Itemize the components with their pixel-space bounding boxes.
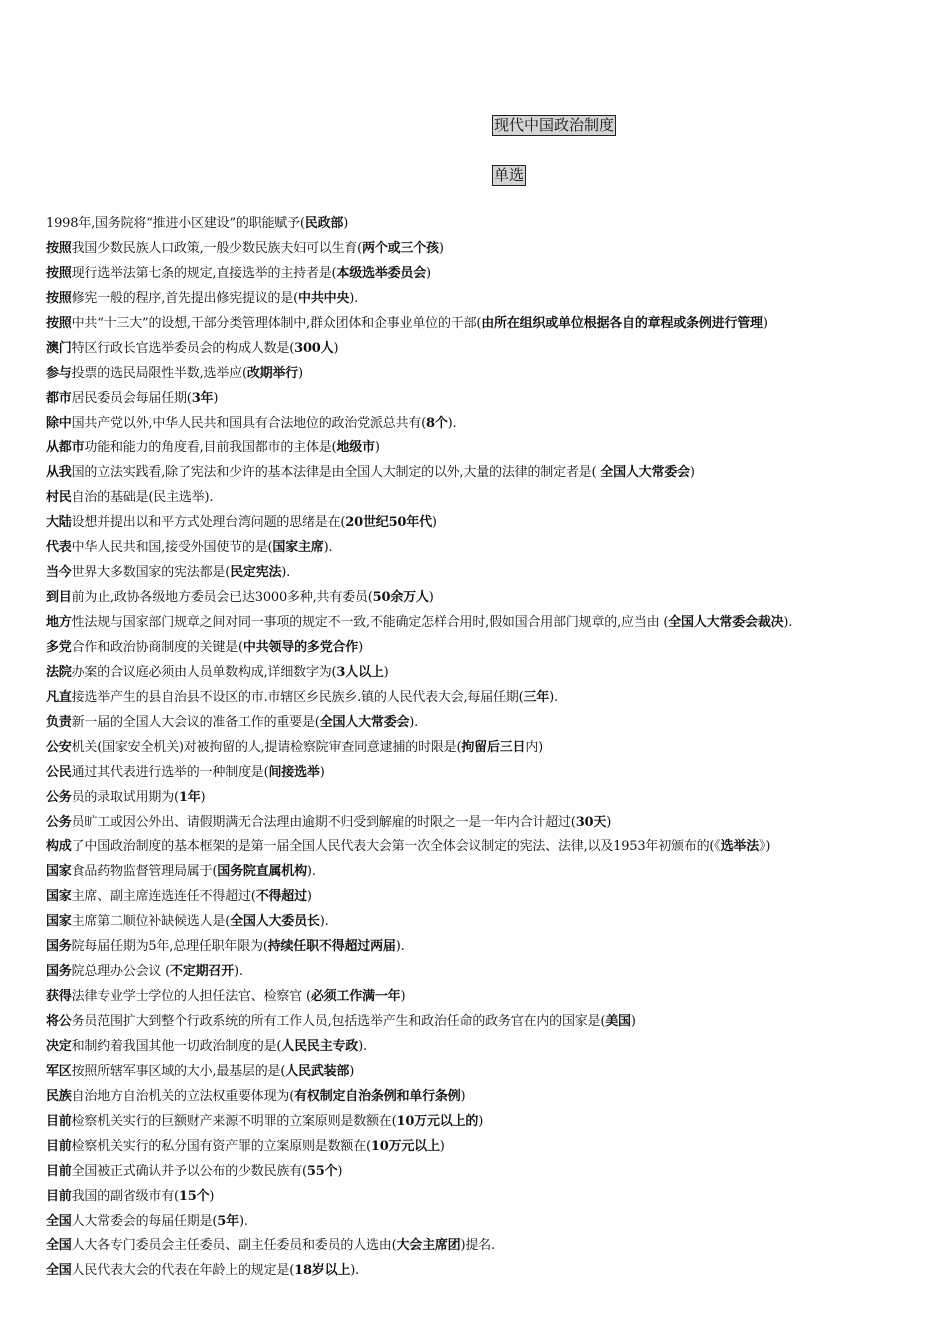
answer-text: 全国人大委员长 xyxy=(230,914,320,930)
question-line xyxy=(46,1085,936,1110)
answer-text: 国家主席 xyxy=(272,540,324,556)
question-line xyxy=(46,337,936,362)
question-tail: 内) xyxy=(525,739,544,755)
question-text: 我国少数民族人口政策,一般少数民族夫妇可以生育( xyxy=(71,240,363,256)
question-tail: ). xyxy=(350,1263,359,1279)
question-tail: ). xyxy=(783,615,793,630)
question-line xyxy=(46,960,936,985)
question-lead: 到目 xyxy=(46,590,72,606)
question-lead: 大陆 xyxy=(46,515,72,531)
question-text: 投票的选民局限性半数,选举应( xyxy=(71,365,247,381)
question-tail: ). xyxy=(238,1213,248,1229)
question-tail: ). xyxy=(281,565,291,581)
question-lead: 目前 xyxy=(46,1138,72,1154)
question-lead: 国家 xyxy=(46,889,72,905)
answer-text: 人民民主专政 xyxy=(281,1038,359,1054)
question-lead: 公务 xyxy=(46,789,72,805)
question-tail: ). xyxy=(306,864,316,880)
question-text: 中共“十三大”的设想,干部分类管理体制中,群众团体和企事业单位的干部( xyxy=(71,315,482,331)
question-line xyxy=(46,1234,936,1259)
question-text: 自治地方自治机关的立法权重要体现为( xyxy=(71,1088,295,1104)
question-tail: ) xyxy=(426,265,431,281)
question-text: 机关(国家安全机关)对被拘留的人,提请检察院审查同意逮捕的时限是( xyxy=(71,739,462,755)
question-text: 检察机关实行的巨额财产来源不明罪的立案原则是数额在( xyxy=(71,1113,397,1129)
answer-text: 必须工作满一年 xyxy=(310,989,401,1005)
question-lead: 国务 xyxy=(46,939,72,955)
question-line xyxy=(46,412,936,437)
question-line xyxy=(46,786,936,811)
answer-text: 3人以上 xyxy=(336,664,384,680)
answer-text: 拘留后三日 xyxy=(461,739,526,755)
question-line xyxy=(46,486,936,511)
question-tail: ) xyxy=(358,639,363,655)
question-line xyxy=(46,811,936,836)
answer-text: 选举法 xyxy=(720,839,760,855)
question-tail: ). xyxy=(447,415,457,431)
question-text: 修宪一般的程序,首先提出修宪提议的是( xyxy=(71,290,299,306)
question-text: 人民代表大会的代表在年龄上的规定是( xyxy=(71,1263,295,1279)
question-tail: ) xyxy=(630,1014,636,1029)
question-lead: 民族 xyxy=(46,1088,72,1104)
answer-text: 8个 xyxy=(426,415,448,431)
question-lead: 目前 xyxy=(46,1188,72,1204)
question-line xyxy=(46,511,936,536)
answer-text: 5年 xyxy=(217,1213,239,1229)
question-tail: ) xyxy=(349,1063,355,1079)
question-tail: ) xyxy=(213,390,219,406)
question-line xyxy=(46,686,936,711)
question-text: 自治的基础是(民主选举). xyxy=(71,490,214,506)
question-tail: ). xyxy=(549,689,558,705)
question-tail: ). xyxy=(409,714,419,730)
question-lead: 村民 xyxy=(46,490,72,506)
question-tail: ) xyxy=(689,465,695,481)
answer-text: 改期举行 xyxy=(246,365,299,381)
answer-text: 人民武装部 xyxy=(285,1063,350,1079)
answer-text: 全国人大常委会 xyxy=(600,465,690,481)
question-line xyxy=(46,985,936,1010)
question-tail: ). xyxy=(349,290,359,306)
question-text: 按照所辖军事区域的大小,最基层的是( xyxy=(71,1063,286,1079)
question-lead: 凡直 xyxy=(46,689,72,705)
question-text: 员的录取试用期为( xyxy=(71,789,179,805)
question-lead: 按照 xyxy=(46,315,72,331)
answer-text: 30天 xyxy=(575,814,607,830)
question-text: 院总理办公会议 ( xyxy=(71,964,171,980)
answer-text: 有权制定自治条例和单行条例 xyxy=(294,1088,461,1104)
question-text: 务员范围扩大到整个行政系统的所有工作人员,包括选举产生和政治任命的政务官在内的国家是( xyxy=(71,1014,606,1029)
answer-text: 中共领导的多党合作 xyxy=(242,639,359,655)
question-line xyxy=(46,1135,936,1160)
question-text: 国共产党以外,中华人民共和国具有合法地位的政治党派总共有( xyxy=(71,415,427,431)
question-text: 人大各专门委员会主任委员、副主任委员和委员的人选由( xyxy=(71,1238,397,1254)
answer-text: 55个 xyxy=(306,1163,338,1179)
answer-text: 10万元以上 xyxy=(370,1138,440,1154)
question-text: 前为止,政协各级地方委员会已达3000多种,共有委员( xyxy=(71,590,373,606)
question-line xyxy=(46,711,936,736)
question-lead: 地方 xyxy=(46,615,72,630)
question-lead: 除中 xyxy=(46,415,72,431)
question-lead: 代表 xyxy=(46,540,72,556)
question-text: 特区行政长官选举委员会的构成人数是( xyxy=(71,340,295,356)
question-text: 检察机关实行的私分国有资产罪的立案原则是数额在( xyxy=(71,1138,371,1154)
question-text: 我国的副省级市有( xyxy=(71,1188,179,1204)
answer-text: 地级市 xyxy=(336,440,375,456)
question-tail: ) xyxy=(439,1138,445,1154)
question-lead: 从我 xyxy=(46,465,72,481)
question-lead: 按照 xyxy=(46,240,72,256)
question-tail: ) xyxy=(431,515,437,531)
question-line xyxy=(46,1060,936,1085)
question-line xyxy=(46,736,936,761)
question-lead: 当今 xyxy=(46,565,72,581)
question-tail: ) xyxy=(306,889,312,905)
question-text: 国的立法实践看,除了宪法和少许的基本法律是由全国人大制定的以外,大量的法律的制定者是( xyxy=(71,465,601,481)
question-text: 设想并提出以和平方式处理台湾问题的思绪是在( xyxy=(71,515,346,531)
question-text: 1998年,国务院将“推进小区建设”的职能赋予( xyxy=(46,216,305,231)
question-text: 新一届的全国人大会议的准备工作的重要是( xyxy=(71,714,320,730)
question-text: 员旷工或因公外出、请假期满无合法理由逾期不归受到解雇的时限之一是一年内合计超过( xyxy=(71,814,576,830)
question-line xyxy=(46,611,936,636)
answer-text: 由所在组织或单位根据各自的章程或条例进行管理 xyxy=(481,315,763,331)
question-line xyxy=(46,1210,936,1235)
answer-text: 18岁以上 xyxy=(294,1263,351,1279)
question-line xyxy=(46,885,936,910)
question-text: 办案的合议庭必须由人员单数构成,详细数字为( xyxy=(71,664,337,680)
answer-text: 持续任职不得超过两届 xyxy=(267,939,396,955)
question-tail: ) xyxy=(428,590,434,606)
question-line xyxy=(46,661,936,686)
answer-text: 300人 xyxy=(294,340,334,356)
question-tail: ) xyxy=(200,789,206,805)
question-line xyxy=(46,636,936,661)
question-line xyxy=(46,387,936,412)
answer-text: 不定期召开 xyxy=(170,964,235,980)
question-lead: 国家 xyxy=(46,914,72,930)
question-line xyxy=(46,1010,936,1035)
answer-text: 两个或三个孩 xyxy=(362,240,439,256)
question-tail: ) xyxy=(319,764,325,780)
answer-text: 50余万人 xyxy=(372,590,429,606)
question-tail: ) xyxy=(606,814,612,830)
question-line xyxy=(46,860,936,885)
question-line xyxy=(46,262,936,287)
question-tail: ) xyxy=(400,989,406,1005)
question-line xyxy=(46,561,936,586)
question-lead: 全国 xyxy=(46,1238,72,1254)
answer-text: 本级选举委员会 xyxy=(336,265,427,281)
document-title: 现代中国政治制度 xyxy=(494,116,615,134)
question-lead: 国家 xyxy=(46,864,72,880)
question-text: 主席第二顺位补缺候选人是( xyxy=(71,914,231,930)
answer-text: 20世纪50年代 xyxy=(345,515,432,531)
question-text: 人大常委会的每届任期是( xyxy=(71,1213,218,1229)
section-heading: 单选 xyxy=(494,166,525,184)
question-lead: 决定 xyxy=(46,1038,72,1054)
question-tail: ). xyxy=(319,914,329,930)
question-lead: 将公 xyxy=(46,1014,72,1029)
question-lead: 获得 xyxy=(46,989,72,1005)
question-line xyxy=(46,312,936,337)
answer-text: 三年 xyxy=(523,689,550,705)
question-lead: 澳门 xyxy=(46,340,72,356)
question-text: 性法规与国家部门规章之间对同一事项的规定不一致,不能确定怎样合用时,假如国合用部门规章的,应当由 ( xyxy=(71,615,669,630)
answer-text: 不得超过 xyxy=(255,889,307,905)
answer-text: 10万元以上的 xyxy=(396,1113,479,1129)
question-lead: 都市 xyxy=(46,390,72,406)
question-lead: 公务 xyxy=(46,814,72,830)
question-line xyxy=(46,461,936,486)
question-line xyxy=(46,212,936,237)
answer-text: 民政部 xyxy=(304,216,344,231)
question-tail: ). xyxy=(395,939,405,955)
question-text: 接选举产生的县自治县不设区的市.市辖区乡民族乡.镇的人民代表大会,每届任期( xyxy=(71,689,524,705)
question-text: 全国被正式确认并予以公布的少数民族有( xyxy=(71,1163,307,1179)
question-tail: ) xyxy=(438,240,444,256)
question-lead: 多党 xyxy=(46,639,72,655)
question-line xyxy=(46,237,936,262)
question-tail: ) xyxy=(298,365,303,381)
question-text: 现行选举法第七条的规定,直接选举的主持者是( xyxy=(71,265,337,281)
question-line xyxy=(46,761,936,786)
question-tail: )提名. xyxy=(460,1238,495,1254)
question-lead: 按照 xyxy=(46,290,72,306)
question-lead: 全国 xyxy=(46,1213,72,1229)
question-lead: 全国 xyxy=(46,1263,72,1279)
question-lead: 公安 xyxy=(46,739,72,755)
answer-text: 1年 xyxy=(178,789,201,805)
question-line xyxy=(46,436,936,461)
question-lead: 军区 xyxy=(46,1063,72,1079)
question-tail: ). xyxy=(234,964,243,980)
question-line xyxy=(46,536,936,561)
question-text: 中华人民共和国,接受外国使节的是( xyxy=(71,540,273,556)
question-line xyxy=(46,835,936,860)
question-lead: 构成 xyxy=(46,839,72,855)
question-lead: 目前 xyxy=(46,1163,72,1179)
question-text: 功能和能力的角度看,目前我国都市的主体是( xyxy=(84,440,337,456)
question-tail: ). xyxy=(323,540,333,556)
question-text: 居民委员会每届任期( xyxy=(71,390,192,406)
question-lead: 按照 xyxy=(46,265,72,281)
question-line xyxy=(46,1035,936,1060)
question-text: 主席、副主席连选连任不得超过( xyxy=(71,889,256,905)
question-lead: 目前 xyxy=(46,1113,72,1129)
answer-text: 全国人大常委会裁决 xyxy=(668,615,784,630)
question-line xyxy=(46,362,936,387)
question-lead: 从都市 xyxy=(46,440,85,456)
answer-text: 间接选举 xyxy=(268,764,320,780)
question-line xyxy=(46,1160,936,1185)
answer-text: 中共中央 xyxy=(298,290,350,306)
question-text: 世界大多数国家的宪法都是( xyxy=(71,565,231,581)
answer-text: 民定宪法 xyxy=(230,565,282,581)
question-line xyxy=(46,910,936,935)
question-tail: ) xyxy=(333,340,339,356)
question-tail: ). xyxy=(358,1038,367,1054)
question-line xyxy=(46,287,936,312)
question-line xyxy=(46,1259,936,1284)
question-text: 院每届任期为5年,总理任职年限为( xyxy=(71,939,268,955)
question-lead: 参与 xyxy=(46,365,72,381)
question-lead: 公民 xyxy=(46,764,72,780)
question-tail: ) xyxy=(374,440,380,456)
question-line xyxy=(46,935,936,960)
question-text: 合作和政治协商制度的关键是( xyxy=(71,639,243,655)
question-tail: 》) xyxy=(759,839,771,855)
answer-text: 3年 xyxy=(191,390,214,406)
question-tail: ) xyxy=(478,1113,484,1129)
answer-text: 全国人大常委会 xyxy=(319,714,410,730)
question-tail: ) xyxy=(460,1088,466,1104)
question-tail: ) xyxy=(343,216,349,231)
question-line xyxy=(46,586,936,611)
question-line xyxy=(46,1110,936,1135)
question-lead: 法院 xyxy=(46,664,72,680)
question-list xyxy=(46,212,936,1284)
question-text: 法律专业学士学位的人担任法官、检察官 ( xyxy=(71,989,311,1005)
answer-text: 15个 xyxy=(178,1188,210,1204)
question-tail: ) xyxy=(209,1188,215,1204)
question-lead: 负责 xyxy=(46,714,72,730)
answer-text: 大会主席团 xyxy=(396,1238,461,1254)
question-tail: ) xyxy=(337,1163,343,1179)
question-line xyxy=(46,1185,936,1210)
question-text: 了中国政治制度的基本框架的是第一届全国人民代表大会第一次全体会议制定的宪法、法律,以及1953年初颁布的(《 xyxy=(71,839,721,855)
question-tail: ) xyxy=(762,315,768,331)
question-text: 通过其代表进行选举的一种制度是( xyxy=(71,764,269,780)
answer-text: 美国 xyxy=(605,1014,631,1029)
answer-text: 国务院直属机构 xyxy=(217,864,307,880)
question-lead: 国务 xyxy=(46,964,72,980)
question-tail: ) xyxy=(383,664,389,680)
question-text: 和制约着我国其他一切政治制度的是( xyxy=(71,1038,282,1054)
question-text: 食品药物监督管理局属于( xyxy=(71,864,218,880)
